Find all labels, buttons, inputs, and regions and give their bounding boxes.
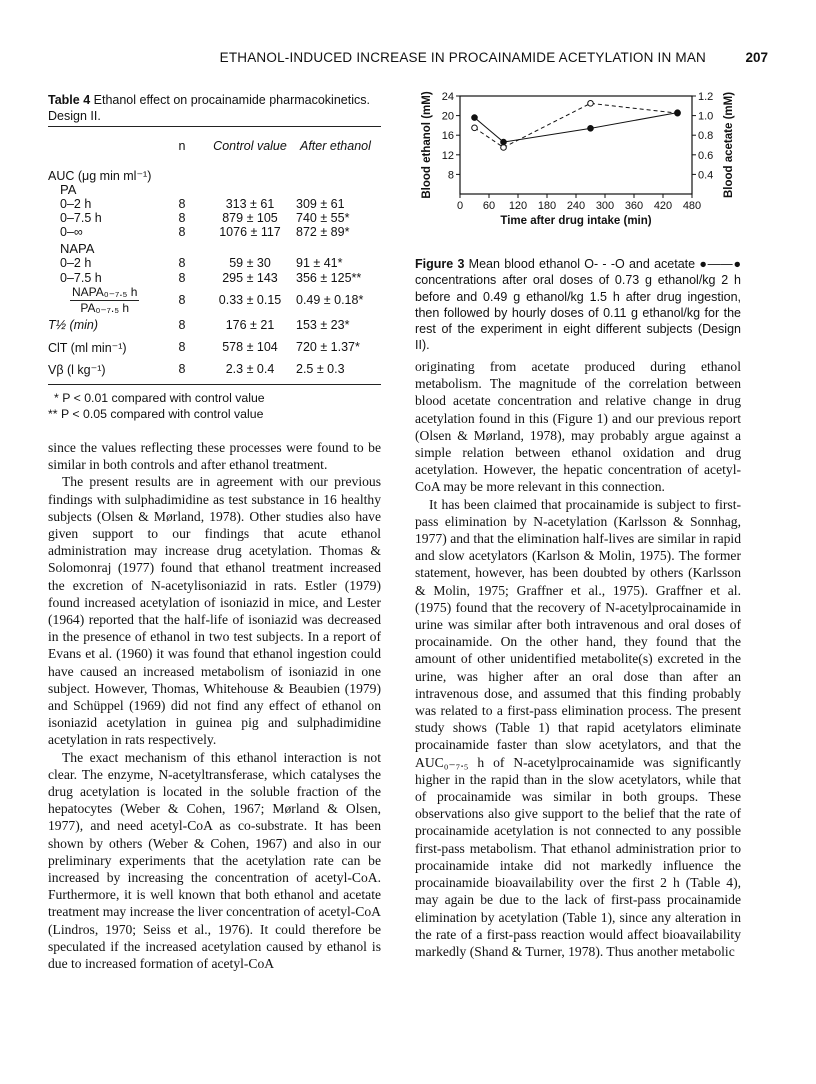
x-tick-label: 300: [595, 200, 615, 212]
x-tick-label: 180: [537, 200, 557, 212]
table-row-label: T½ (min): [48, 318, 98, 332]
table-row-label: 0–7.5 h: [60, 211, 102, 225]
left-paragraph-3: The exact mechanism of this ethanol interaction is not clear. The enzyme, N-acetyltransferase, which catalyses the drug acetylation is located in the soluble fraction of the hepatocytes (Weber & Cohen, 1967; Mørland & Olsen, 1977), and need acetyl-CoA as co-substrate. It has been shown by others (Weber & Cohen, 1967) and also in our preliminary experiments that the acetylation rate can be increased by increasing the concentration of acetyl-CoA. Furthermore, it is well known that both ethanol and acetate treatment may increase the liver concentration of acetyl-CoA (Lindros, 1970; Seiss et al., 1976). It could therefore be speculated if the increased acetylation caused by ethanol is due to increased formation of acetyl-CoA: [48, 749, 381, 972]
row-group-napa: NAPA: [60, 241, 95, 256]
acetate-data-point: [501, 139, 507, 145]
table-row-label: 0–∞: [60, 225, 83, 239]
table-row-label: Vβ (l kg⁻¹): [48, 363, 106, 377]
table-row-n: 8: [178, 293, 186, 307]
table-row-label: 0–2 h: [60, 197, 92, 211]
figure-3-chart: [412, 82, 772, 252]
table-footnotes: [48, 390, 381, 422]
acetate-data-point: [588, 126, 594, 132]
x-tick-label: 240: [566, 200, 586, 212]
table-row-control: 313 ± 61: [225, 197, 275, 211]
ethanol-data-point: [501, 145, 507, 151]
table-row-n: 8: [178, 211, 186, 225]
table-top-rule: [48, 126, 381, 127]
figure-3-caption: [415, 256, 741, 354]
running-header: [48, 50, 768, 70]
y-left-tick-label: 24: [441, 91, 454, 103]
y-left-tick-label: 12: [441, 149, 454, 162]
table-row-n: 8: [178, 340, 186, 354]
ratio-fraction: [70, 285, 139, 316]
table-row-control: 2.3 ± 0.4: [225, 362, 275, 376]
table-row-control: 59 ± 30: [229, 256, 271, 270]
table-bottom-rule: [48, 384, 381, 385]
left-paragraph-2: The present results are in agreement with our previous findings with sulphadimidine as test substance in 16 healthy subjects (Olsen & Mørland, 1978). Other studies also have given support to our findings that acute ethanol administration may increase drug acetylation. Thomas & Solomonraj (1977) found that ethanol treatment increased the excretion of N-acetylisoniazid in rats. Estler (1979) found increased acetylation of isoniazid in mice, and Lester (1964) reported that the half-life of isoniazid was decreased in the presence of ethanol in two test subjects. In a report of Evans et al. (1960) it was found that ethanol ingestion could have caused an increased metabolism of isoniazid in one subject. However, Thomas, Whitehouse & Beaubien (1979) and Schüppel (1969) did not find any effect of ethanol on isoniazid acetylation in guinea pig and sulphadimidine acetylation in rats respectively.: [48, 474, 381, 748]
y-left-tick-label: 20: [441, 110, 454, 123]
row-group-auc: AUC (μg min ml⁻¹): [48, 169, 152, 183]
y-axis-label-right: Blood acetate (mM): [723, 91, 735, 199]
left-paragraph-1: since the values reflecting these processes were found to be similar in both controls and after ethanol treatment.: [48, 440, 381, 473]
col-header-n: n: [178, 139, 186, 153]
table-row-n: 8: [178, 256, 186, 270]
y-right-tick-label: 1.0: [698, 110, 714, 123]
left-column-text: [48, 439, 381, 972]
table-row-n: 8: [178, 318, 186, 332]
table-row-after: 2.5 ± 0.3: [296, 362, 345, 376]
table-row-control: 295 ± 143: [222, 271, 278, 285]
y-axis-label-left: Blood ethanol (mM): [421, 91, 433, 199]
y-right-tick-label: 1.2: [698, 91, 714, 103]
right-paragraph-1: originating from acetate produced during ethanol metabolism. The magnitude of the correlation between blood acetate concentration and relative change in drug acetylation found in this (Figure 1) and our previous report (Olsen & Mørland, 1978), may probably argue against a simple relation between ethanol oxidation and drug acetylation. However, the hepatic concentration of acetyl-CoA may be more relevant in this connection.: [415, 359, 741, 495]
table-row-n: 8: [178, 225, 186, 239]
table-row-after: 740 ± 55*: [296, 211, 350, 225]
table-row-after: 91 ± 41*: [296, 256, 343, 270]
table-row-n: 8: [178, 362, 186, 376]
chart-series: [472, 101, 681, 151]
y-right-tick-label: 0.6: [698, 149, 714, 162]
footnote-2: ** P < 0.05 compared with control value: [48, 407, 264, 421]
table-4-caption: [48, 92, 381, 124]
table-row-after: 356 ± 125**: [296, 271, 362, 285]
table-row-after: 0.49 ± 0.18*: [296, 293, 364, 307]
y-left-tick-label: 8: [447, 169, 454, 182]
table-row-control: 176 ± 21: [225, 318, 275, 332]
x-tick-label: 360: [624, 200, 644, 212]
right-column-text: [415, 358, 741, 960]
y-right-tick-label: 0.4: [698, 169, 714, 182]
ethanol-data-point: [588, 101, 594, 107]
col-header-control: Control value: [213, 139, 287, 153]
table-row-after: 872 ± 89*: [296, 225, 350, 239]
x-tick-label: 480: [682, 200, 702, 212]
table-4-caption-text: Ethanol effect on procainamide pharmacokinetics. Design II.: [48, 93, 370, 123]
ratio-denominator: PA₀₋₇.₅ h: [80, 301, 130, 315]
table-row-after: 309 ± 61: [296, 197, 345, 211]
napa-pa-ratio: [70, 285, 139, 316]
figure-3-label: Figure 3: [415, 257, 465, 271]
table-row-control: 0.33 ± 0.15: [218, 293, 282, 307]
table-row-n: 8: [178, 271, 186, 285]
y-left-tick-label: 16: [441, 130, 454, 143]
acetate-data-point: [472, 115, 478, 121]
page-number: 207: [745, 50, 768, 65]
running-title: ETHANOL-INDUCED INCREASE IN PROCAINAMIDE ACETYLATION IN MAN: [219, 50, 706, 65]
table-row-label: 0–2 h: [60, 256, 92, 270]
y-right-tick-label: 0.8: [698, 130, 714, 143]
x-tick-label: 420: [653, 200, 673, 212]
right-paragraph-2: It has been claimed that procainamide is subject to first-pass elimination by N-acetylation (Karlsson & Sonnhag, 1977) and that the elimination half-lives are similar in rapid and slow acetylators (Karlson & Molin, 1975). The former statement, however, has been doubted by others (Karlsson & Molin, 1975; Graffner et al., 1975). Graffner et al. (1975) found that the recovery of N-acetylprocainamide in urine was similar after both intravenous and oral doses of procainamide. On the other hand, they found that the amount of other unidentified metabolite(s) excreted in the urine, was higher after an oral dose than after an intravenous dose, and assumed that this finding probably was related to a first-pass elimination process. The present study shows (Table 1) that rapid acetylators eliminate procainamide faster than slow acetylators, and that the AUC₀₋₇.₅ h of N-acetylprocainamide was significantly higher in the rapid than in the slow acetylators, while that of procainamide was similar in both groups. These observations also give support to the belief that the rate of procainamide acetylation is not connected to any possible first-pass metabolism. That ethanol administration prior to procainamide intake did not markedly influence the procainamide bioavailability over the first 2 h (Table 4), may again be due to the lack of first-pass procainamide elimination by acetylation (Table 1), since any alteration in the rate of a first-pass reaction would affect bioavailability markedly (Shand & Turner, 1978). Thus another metabolic: [415, 496, 741, 959]
x-tick-label: 120: [508, 200, 528, 212]
table-row-after: 153 ± 23*: [296, 318, 350, 332]
table-row-control: 1076 ± 117: [219, 225, 281, 239]
acetate-series-line: [475, 113, 678, 142]
ratio-numerator: NAPA₀₋₇.₅ h: [72, 285, 138, 299]
col-header-after: After ethanol: [300, 139, 371, 153]
table-row-after: 720 ± 1.37*: [296, 340, 360, 354]
table-row-control: 578 ± 104: [222, 340, 278, 354]
table-row-label: 0–7.5 h: [60, 271, 102, 285]
x-axis-label: Time after drug intake (min): [500, 215, 652, 227]
ethanol-data-point: [472, 125, 478, 131]
row-group-pa: PA: [60, 182, 77, 197]
table-row-control: 879 ± 105: [222, 211, 278, 225]
table-row-n: 8: [178, 197, 186, 211]
table-4-label: Table 4: [48, 93, 91, 107]
figure-3-caption-text: Mean blood ethanol O- - -O and acetate ●——● concentrations after oral doses of 0.73 g ethanol/kg 2 h before and 0.49 g ethanol/kg 1.5 h after drug ingestion, then followed by hourly doses of 0.11 g ethanol/kg for the rest of the experiment in eight different subjects (Design II).: [415, 257, 741, 353]
x-tick-label: 0: [456, 200, 464, 212]
x-tick-label: 60: [482, 200, 496, 212]
table-row-label: ClT (ml min⁻¹): [48, 341, 127, 355]
acetate-data-point: [675, 110, 681, 116]
footnote-1: * P < 0.01 compared with control value: [54, 391, 265, 405]
figure-3: [412, 82, 772, 252]
